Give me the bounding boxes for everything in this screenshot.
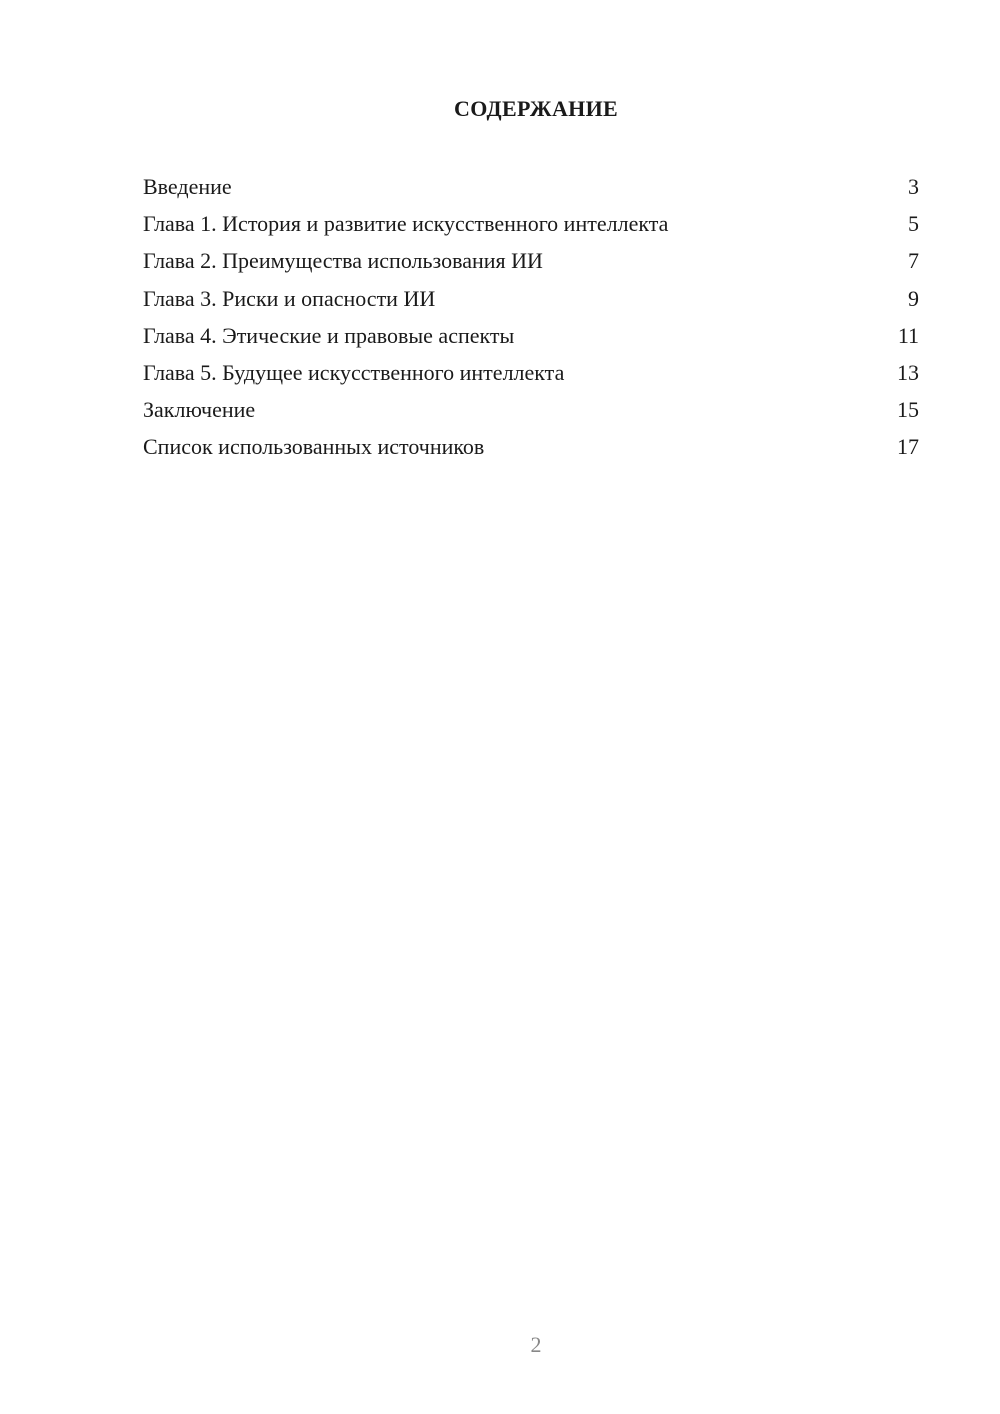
toc-entry-introduction (143, 168, 919, 205)
toc-title: СОДЕРЖАНИЕ (454, 96, 618, 121)
toc-entry-page: 5 (908, 211, 919, 237)
toc-entry-label: Глава 2. Преимущества использования ИИ (143, 248, 543, 274)
toc-entry-page: 9 (908, 285, 919, 311)
toc-entry-chapter-5 (143, 354, 919, 391)
toc-entry-chapter-2 (143, 242, 919, 279)
toc-entry-page: 13 (897, 359, 919, 385)
toc-entry-label: Глава 4. Этические и правовые аспекты (143, 322, 515, 348)
toc-entry-label: Заключение (143, 397, 256, 423)
toc-entry-page: 15 (897, 397, 919, 423)
table-of-contents (143, 168, 919, 466)
toc-entry-label: Список использованных источников (143, 434, 485, 460)
toc-entry-page: 17 (897, 434, 919, 460)
toc-entry-label: Глава 1. История и развитие искусственного интеллекта (143, 211, 669, 237)
toc-entry-references (143, 428, 919, 465)
toc-entry-page: 11 (897, 322, 919, 348)
toc-entry-chapter-3 (143, 280, 919, 317)
page-number: 2 (530, 1332, 542, 1357)
toc-entry-chapter-1 (143, 205, 919, 242)
toc-entry-chapter-4 (143, 317, 919, 354)
toc-entry-label: Глава 3. Риски и опасности ИИ (143, 285, 436, 311)
toc-entry-label: Глава 5. Будущее искусственного интеллекта (143, 359, 565, 385)
toc-entry-page: 3 (908, 174, 919, 199)
toc-entry-page: 7 (908, 248, 919, 274)
toc-entry-label: Введение (143, 174, 232, 199)
toc-entry-conclusion (143, 391, 919, 428)
